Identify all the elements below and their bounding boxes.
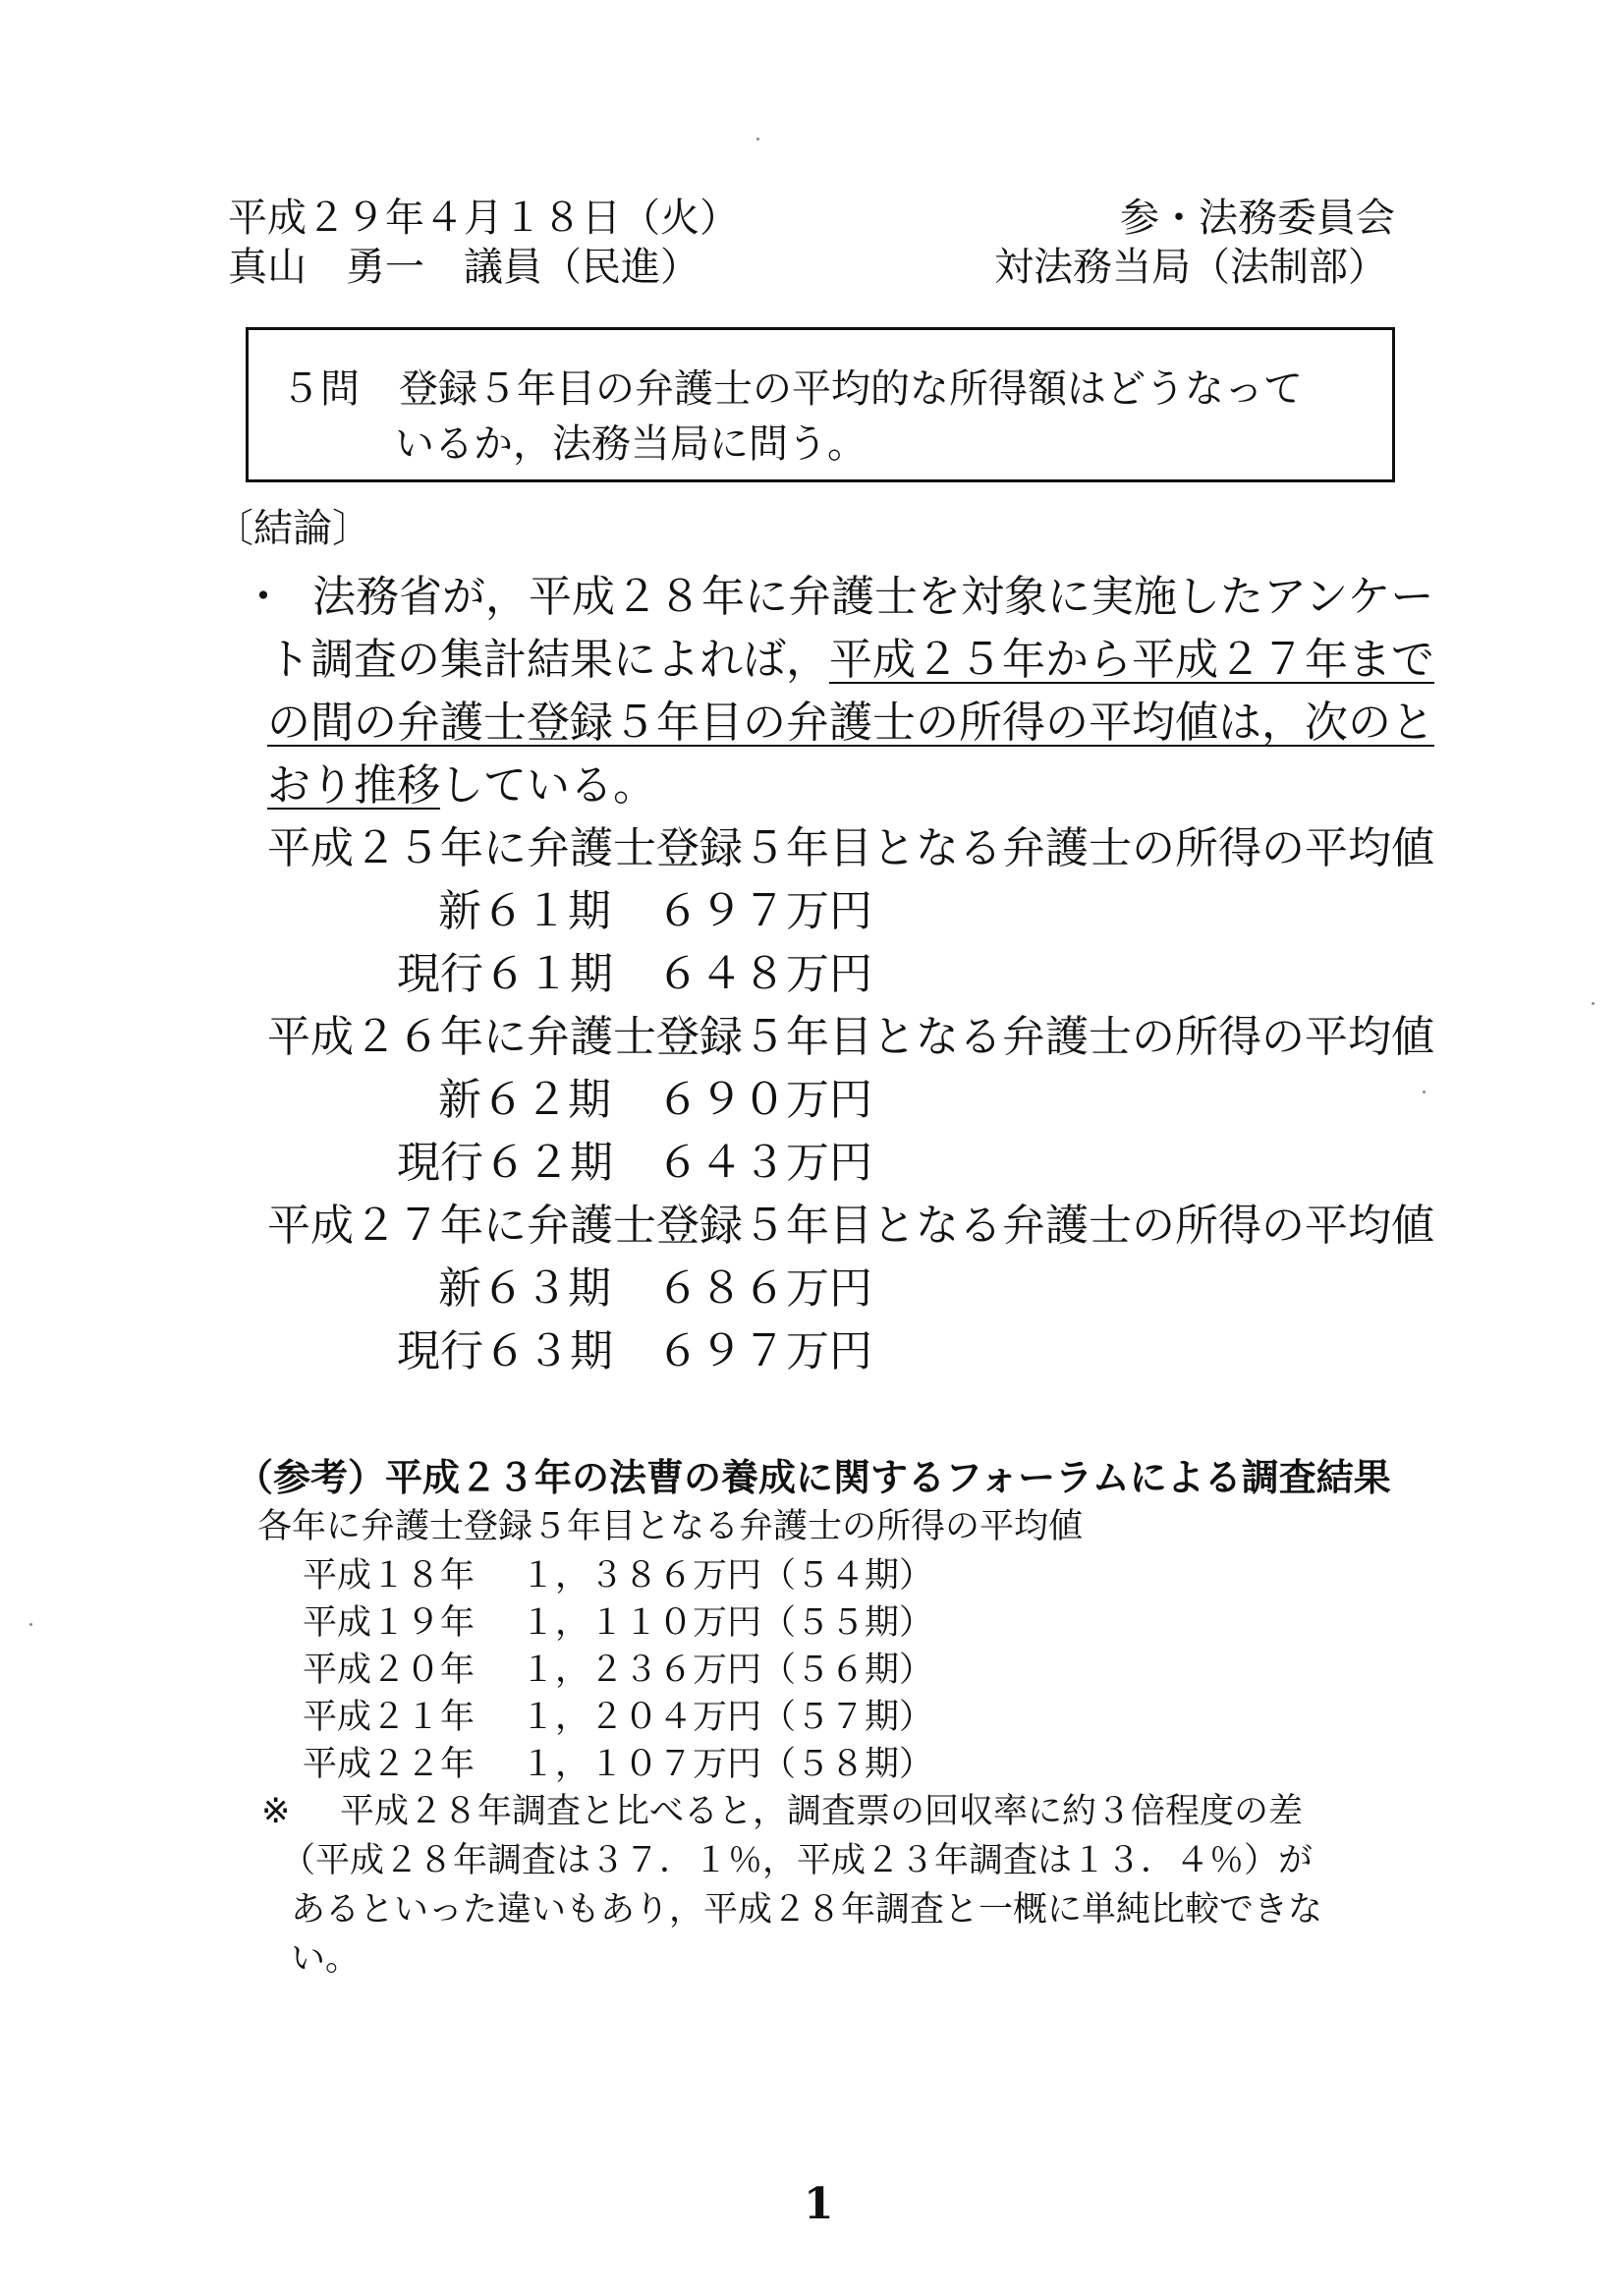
reference-year: 平成２０年: [303, 1651, 475, 1690]
header-committee: 参・法務委員会: [1120, 196, 1395, 241]
scan-speck: [1423, 1091, 1426, 1093]
page-number: 1: [804, 2179, 834, 2229]
note-line-2: （平成２８年調査は３７．１％，平成２３年調査は１３．４％）が: [281, 1841, 1314, 1880]
income-amount: ６８６万円: [656, 1263, 872, 1314]
reference-year: 平成２２年: [303, 1745, 475, 1784]
question-line-1: ５問 登録５年目の弁護士の平均的な所得額はどうなって: [281, 366, 1303, 412]
reference-heading: （参考）平成２３年の法曹の養成に関するフォーラムによる調査結果: [236, 1456, 1391, 1499]
scan-speck: [1592, 1002, 1594, 1005]
conclusion-heading: 〔結論〕: [214, 506, 371, 551]
income-amount: ６９７万円: [656, 1326, 872, 1376]
conclusion-para-line-4-plain: している。: [440, 760, 656, 811]
reference-amount: １，２０４万円（５７期）: [521, 1698, 934, 1737]
term-label: 現行６１期: [397, 949, 613, 999]
term-label: 新６１期: [438, 886, 611, 936]
note-line-1: 平成２８年調査と比べると，調査票の回収率に約３倍程度の差: [340, 1792, 1304, 1831]
note-line-3: あるといった違いもあり，平成２８年調査と一概に単純比較できな: [291, 1890, 1323, 1930]
conclusion-para-line-3: の間の弁護士登録５年目の弁護士の所得の平均値は，次のと: [267, 698, 1434, 748]
income-amount: ６４３万円: [656, 1138, 872, 1188]
reference-year: 平成１９年: [303, 1603, 475, 1643]
question-line-2: いるか，法務当局に問う。: [395, 421, 867, 467]
reference-amount: １，３８６万円（５４期）: [521, 1556, 934, 1596]
header-date: 平成２９年４月１８日（火）: [228, 196, 739, 241]
note-line-4: い。: [291, 1939, 361, 1979]
note-mark: ※: [261, 1792, 291, 1831]
term-label: 現行６３期: [397, 1326, 613, 1376]
conclusion-para-line-1: 法務省が，平成２８年に弁護士を対象に実施したアンケー: [312, 572, 1434, 622]
scan-speck: [29, 1623, 32, 1626]
conclusion-para-line-2: [267, 635, 1434, 686]
term-label: 現行６２期: [397, 1138, 613, 1188]
term-label: 新６３期: [438, 1263, 611, 1314]
income-amount: ６４８万円: [656, 949, 872, 999]
income-amount: ６９０万円: [656, 1075, 872, 1125]
year-heading: 平成２６年に弁護士登録５年目となる弁護士の所得の平均値: [267, 1012, 1434, 1062]
conclusion-para-line-4-underlined: おり推移: [267, 760, 440, 811]
conclusion-para-line-4: [267, 760, 656, 812]
reference-amount: １，１０７万円（５８期）: [521, 1745, 934, 1784]
term-label: 新６２期: [438, 1075, 611, 1125]
reference-amount: １，２３６万円（５６期）: [521, 1651, 934, 1690]
bullet-dot: ・: [242, 572, 285, 622]
conclusion-para-line-2-plain: ト調査の集計結果によれば，: [267, 635, 829, 685]
scan-speck: [756, 138, 759, 140]
conclusion-para-line-2-underlined: 平成２５年から平成２７年まで: [829, 635, 1434, 685]
reference-amount: １，１１０万円（５５期）: [521, 1603, 934, 1643]
reference-year: 平成１８年: [303, 1556, 475, 1596]
year-heading: 平成２７年に弁護士登録５年目となる弁護士の所得の平均値: [267, 1201, 1434, 1251]
reference-year: 平成２１年: [303, 1698, 475, 1737]
header-respondent: 対法務当局（法制部）: [994, 245, 1387, 290]
reference-subheading: 各年に弁護士登録５年目となる弁護士の所得の平均値: [257, 1507, 1084, 1546]
income-amount: ６９７万円: [656, 886, 872, 936]
header-member: 真山 勇一 議員（民進）: [228, 245, 699, 290]
year-heading: 平成２５年に弁護士登録５年目となる弁護士の所得の平均値: [267, 823, 1434, 873]
